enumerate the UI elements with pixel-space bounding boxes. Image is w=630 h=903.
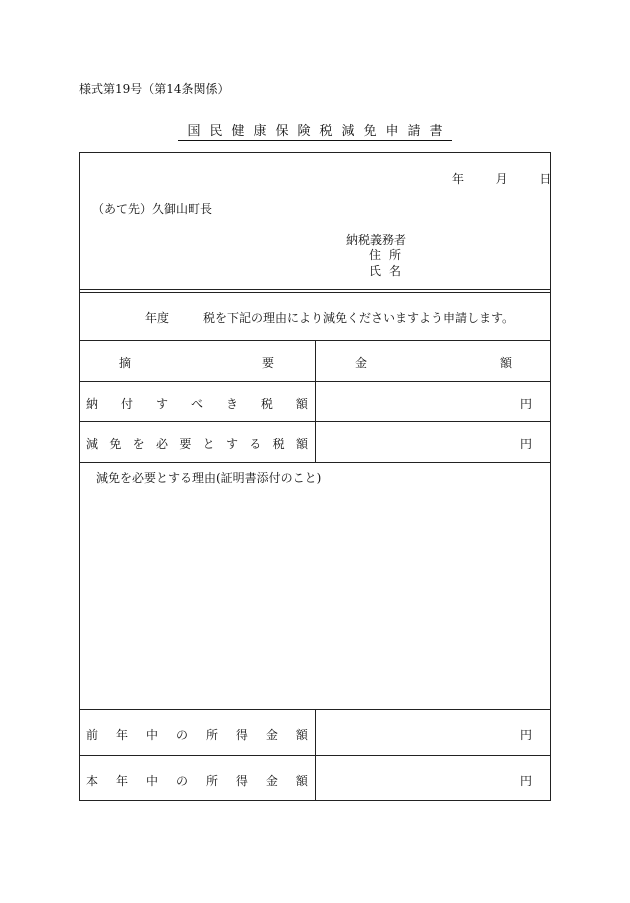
label-char: 納: [86, 397, 99, 411]
label-char: 金: [265, 774, 278, 788]
date-month: 月: [495, 172, 508, 186]
label-char: 必: [155, 437, 168, 451]
header-amount-1: 金: [355, 356, 368, 370]
request-text: 税を下記の理由により減免くださいますよう申請します。: [203, 311, 515, 325]
label-char: 所: [205, 728, 218, 742]
taxpayer-label: 納税義務者: [346, 233, 407, 247]
header-amount-2: 額: [500, 356, 513, 370]
form-id: 様式第19号（第14条関係）: [79, 82, 230, 96]
label-char: 中: [145, 728, 158, 742]
label-char: の: [175, 728, 188, 742]
label-char: を: [132, 437, 145, 451]
label-char: 付: [120, 397, 133, 411]
date-day: 日: [539, 172, 552, 186]
name-label: 氏名: [369, 264, 410, 278]
label-char: 得: [235, 774, 248, 788]
label-char: 額: [295, 397, 308, 411]
column-divider-bottom: [315, 709, 316, 801]
header-summary-2: 要: [262, 356, 275, 370]
label-char: 額: [295, 437, 308, 451]
row-curr-income-label: [86, 772, 308, 789]
date-year: 年: [452, 172, 465, 186]
label-char: と: [202, 437, 215, 451]
row-tax-due-yen: 円: [520, 397, 533, 411]
label-char: 税: [272, 437, 285, 451]
label-char: 額: [295, 728, 308, 742]
form-title-text: 国民健康保険税減免申請書: [178, 124, 451, 141]
label-char: 得: [235, 728, 248, 742]
column-divider-top: [315, 340, 316, 462]
row-prev-income-label: [86, 726, 308, 743]
label-char: 年: [115, 728, 128, 742]
label-char: 要: [179, 437, 192, 451]
label-char: す: [225, 437, 238, 451]
label-char: べ: [190, 397, 203, 411]
row-tax-exempt-label: [86, 435, 308, 452]
request-year-label: 年度: [145, 311, 170, 325]
label-char: 金: [265, 728, 278, 742]
label-char: 減: [86, 437, 99, 451]
label-char: す: [155, 397, 168, 411]
label-char: 年: [115, 774, 128, 788]
label-char: き: [225, 397, 238, 411]
row-tax-exempt-yen: 円: [520, 437, 533, 451]
addressee: （あて先）久御山町長: [92, 202, 213, 216]
header-summary-1: 摘: [119, 356, 132, 370]
form-title: [0, 120, 630, 139]
label-char: 本: [86, 774, 99, 788]
label-char: の: [175, 774, 188, 788]
label-char: 税: [260, 397, 273, 411]
divider-header: [79, 289, 551, 293]
row-prev-income-yen: 円: [520, 728, 533, 742]
label-char: 中: [145, 774, 158, 788]
date-field[interactable]: [452, 170, 551, 187]
address-label: 住所: [369, 248, 410, 262]
row-curr-income-yen: 円: [520, 774, 533, 788]
reason-label: 減免を必要とする理由(証明書添付のこと): [96, 471, 322, 485]
label-char: 前: [86, 728, 99, 742]
label-char: 額: [295, 774, 308, 788]
label-char: 免: [109, 437, 122, 451]
label-char: る: [249, 437, 262, 451]
label-char: 所: [205, 774, 218, 788]
row-tax-due-label: [86, 395, 308, 412]
divider-row-2: [79, 462, 551, 463]
